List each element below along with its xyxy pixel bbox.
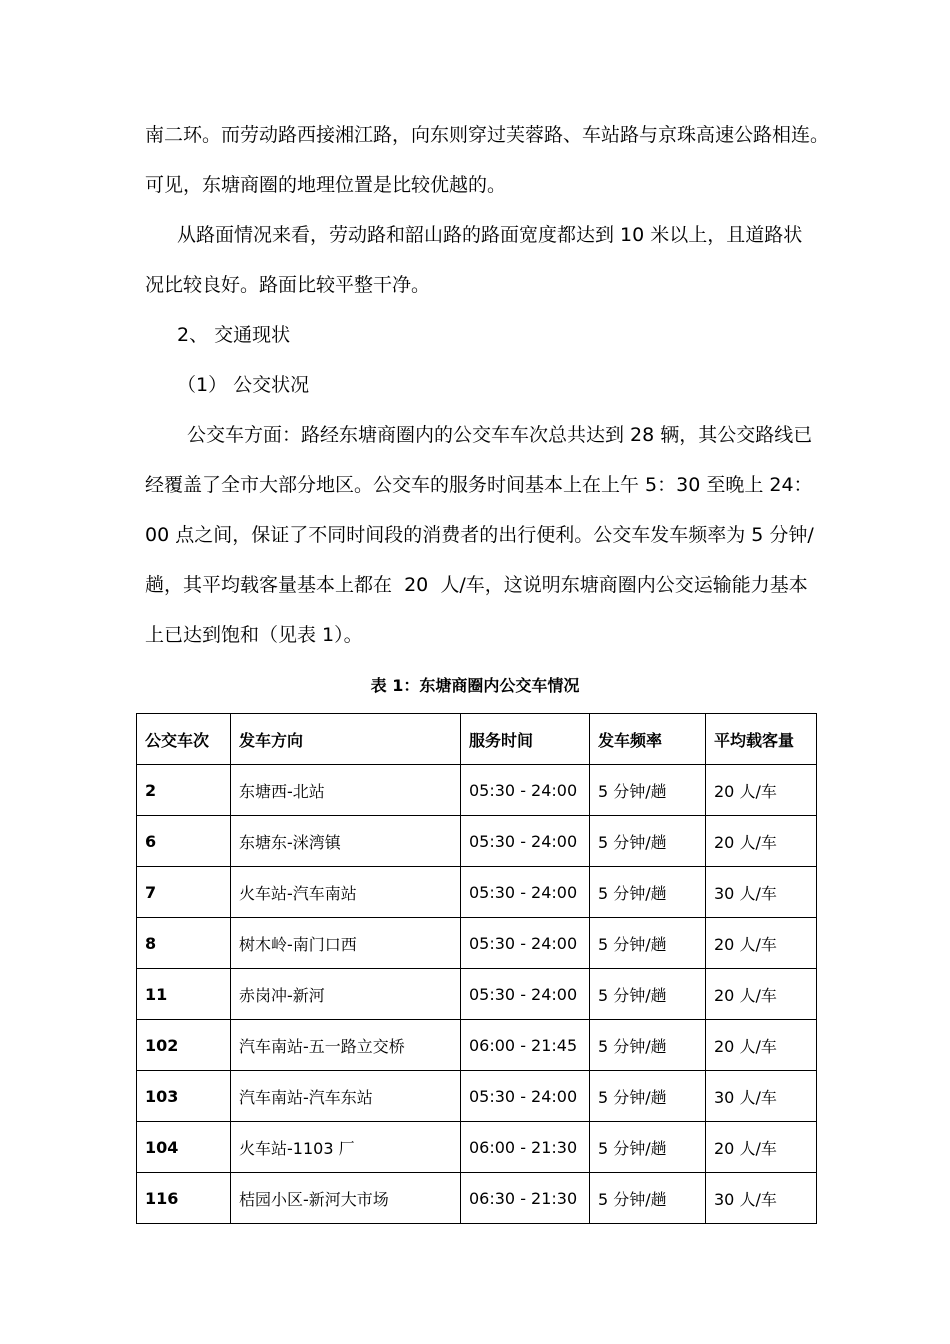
table-row <box>137 816 817 867</box>
cell-service-time: 05:30 - 24:00 <box>461 765 590 816</box>
subsection-heading-bus: （1） 公交状况 <box>177 374 310 396</box>
table-header-row <box>137 714 817 765</box>
table-row <box>137 765 817 816</box>
cell-capacity: 30 人/车 <box>706 867 817 918</box>
cell-direction: 汽车南站-五一路立交桥 <box>231 1020 461 1071</box>
text-line: 可见，东塘商圈的地理位置是比较优越的。 <box>145 174 507 196</box>
cell-direction: 东塘东-洣湾镇 <box>231 816 461 867</box>
header-capacity: 平均载客量 <box>706 714 817 765</box>
header-frequency: 发车频率 <box>590 714 706 765</box>
header-service-time: 服务时间 <box>461 714 590 765</box>
table-row <box>137 969 817 1020</box>
text-line: 公交车方面：路经东塘商圈内的公交车车次总共达到 28 辆，其公交路线已 <box>187 424 813 446</box>
bus-table <box>136 713 817 1224</box>
paragraph-location <box>145 110 830 210</box>
cell-direction: 赤岗冲-新河 <box>231 969 461 1020</box>
cell-service-time: 06:00 - 21:30 <box>461 1122 590 1173</box>
table-row <box>137 867 817 918</box>
cell-frequency: 5 分钟/趟 <box>590 969 706 1020</box>
cell-service-time: 05:30 - 24:00 <box>461 867 590 918</box>
cell-direction: 桔园小区-新河大市场 <box>231 1173 461 1224</box>
table-row <box>137 1173 817 1224</box>
cell-service-time: 05:30 - 24:00 <box>461 816 590 867</box>
cell-bus-number: 102 <box>137 1020 231 1071</box>
cell-bus-number: 7 <box>137 867 231 918</box>
header-direction: 发车方向 <box>231 714 461 765</box>
cell-frequency: 5 分钟/趟 <box>590 1020 706 1071</box>
cell-bus-number: 6 <box>137 816 231 867</box>
cell-capacity: 20 人/车 <box>706 816 817 867</box>
cell-frequency: 5 分钟/趟 <box>590 816 706 867</box>
text-line: 趟，其平均载客量基本上都在 20 人/车，这说明东塘商圈内公交运输能力基本 <box>145 574 808 596</box>
cell-direction: 东塘西-北站 <box>231 765 461 816</box>
text-line: 上已达到饱和（见表 1）。 <box>145 624 363 646</box>
cell-capacity: 30 人/车 <box>706 1173 817 1224</box>
cell-service-time: 05:30 - 24:00 <box>461 969 590 1020</box>
cell-capacity: 20 人/车 <box>706 765 817 816</box>
cell-direction: 树木岭-南门口西 <box>231 918 461 969</box>
text-line: 经覆盖了全市大部分地区。公交车的服务时间基本上在上午 5：30 至晚上 24： <box>145 474 813 496</box>
cell-direction: 火车站-汽车南站 <box>231 867 461 918</box>
cell-bus-number: 11 <box>137 969 231 1020</box>
table-caption: 表 1：东塘商圈内公交车情况 <box>370 676 580 695</box>
cell-service-time: 05:30 - 24:00 <box>461 918 590 969</box>
cell-frequency: 5 分钟/趟 <box>590 1071 706 1122</box>
cell-direction: 火车站-1103 厂 <box>231 1122 461 1173</box>
table-row <box>137 1122 817 1173</box>
paragraph-road-condition <box>145 210 815 310</box>
cell-capacity: 20 人/车 <box>706 969 817 1020</box>
cell-service-time: 05:30 - 24:00 <box>461 1071 590 1122</box>
cell-capacity: 30 人/车 <box>706 1071 817 1122</box>
cell-direction: 汽车南站-汽车东站 <box>231 1071 461 1122</box>
table-row <box>137 918 817 969</box>
header-bus-number: 公交车次 <box>137 714 231 765</box>
cell-bus-number: 103 <box>137 1071 231 1122</box>
cell-frequency: 5 分钟/趟 <box>590 1173 706 1224</box>
text-line: 从路面情况来看，劳动路和韶山路的路面宽度都达到 10 米以上，且道路状 <box>177 224 803 246</box>
text-line: 00 点之间，保证了不同时间段的消费者的出行便利。公交车发车频率为 5 分钟/ <box>145 524 814 546</box>
text-line: 南二环。而劳动路西接湘江路，向东则穿过芙蓉路、车站路与京珠高速公路相连。 <box>145 124 830 146</box>
section-heading-traffic: 2、 交通现状 <box>177 324 291 346</box>
cell-service-time: 06:00 - 21:45 <box>461 1020 590 1071</box>
cell-frequency: 5 分钟/趟 <box>590 1122 706 1173</box>
paragraph-bus <box>145 410 815 660</box>
table-row <box>137 1020 817 1071</box>
cell-frequency: 5 分钟/趟 <box>590 867 706 918</box>
cell-frequency: 5 分钟/趟 <box>590 918 706 969</box>
cell-capacity: 20 人/车 <box>706 1020 817 1071</box>
cell-bus-number: 104 <box>137 1122 231 1173</box>
table-row <box>137 1071 817 1122</box>
cell-frequency: 5 分钟/趟 <box>590 765 706 816</box>
cell-bus-number: 116 <box>137 1173 231 1224</box>
cell-capacity: 20 人/车 <box>706 918 817 969</box>
cell-capacity: 20 人/车 <box>706 1122 817 1173</box>
cell-bus-number: 8 <box>137 918 231 969</box>
cell-bus-number: 2 <box>137 765 231 816</box>
text-line: 况比较良好。路面比较平整干净。 <box>145 274 431 296</box>
cell-service-time: 06:30 - 21:30 <box>461 1173 590 1224</box>
